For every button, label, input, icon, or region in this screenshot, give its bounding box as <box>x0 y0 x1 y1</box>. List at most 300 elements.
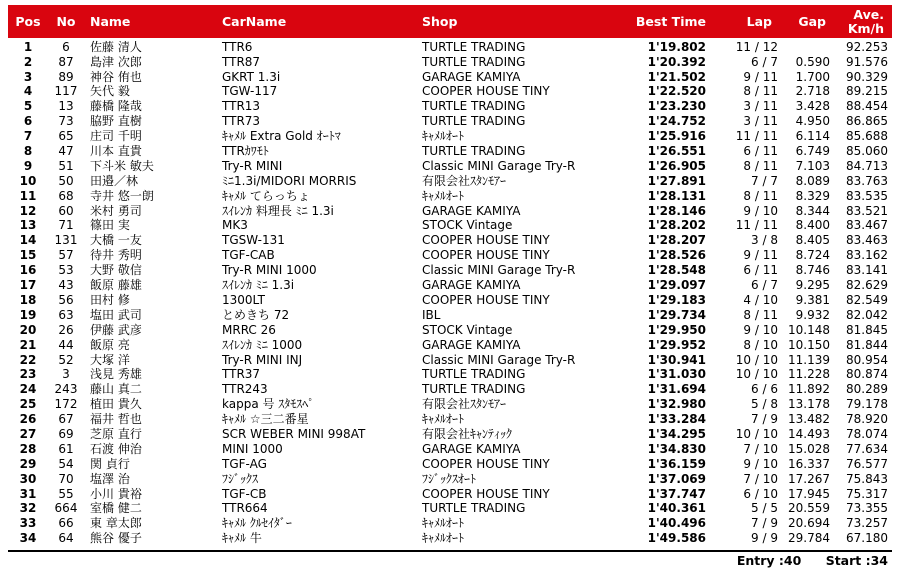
cell-car-name: MRRC 26 <box>222 322 276 337</box>
cell-shop: ｷｬﾒﾙｵｰﾄ <box>422 129 465 144</box>
cell-car-name: ﾐﾆ1.3i/MIDORI MORRIS <box>222 173 357 188</box>
cell-car-name: kappa 号 ｽﾀﾓｽﾍﾟ <box>222 397 315 412</box>
col-header-lap: Lap <box>746 13 772 29</box>
cell-lap: 8 / 10 <box>743 337 778 352</box>
cell-ave-speed: 92.253 <box>846 40 888 54</box>
table-row <box>8 531 892 546</box>
cell-car-name: TTR664 <box>222 501 268 516</box>
cell-shop: GARAGE KAMIYA <box>422 441 521 456</box>
cell-driver-name: 川本 直貴 <box>90 144 142 159</box>
cell-pos: 10 <box>19 173 37 188</box>
cell-gap: 8.400 <box>795 218 830 233</box>
table-row <box>8 233 892 248</box>
cell-car-number: 64 <box>58 531 74 546</box>
table-row <box>8 263 892 278</box>
cell-car-number: 56 <box>58 292 74 307</box>
table-row <box>8 397 892 412</box>
cell-lap: 6 / 10 <box>743 486 778 501</box>
cell-driver-name: 脇野 直樹 <box>90 114 142 129</box>
cell-driver-name: 塩田 武司 <box>90 307 142 322</box>
cell-pos: 5 <box>23 99 33 114</box>
cell-best-time: 1'20.392 <box>647 54 706 69</box>
cell-car-number: 172 <box>54 397 78 412</box>
cell-shop: STOCK Vintage <box>422 322 513 337</box>
table-row <box>8 367 892 382</box>
cell-car-number: 664 <box>54 501 78 516</box>
cell-best-time: 1'29.183 <box>647 292 706 307</box>
cell-best-time: 1'37.069 <box>647 471 706 486</box>
cell-ave-speed: 85.688 <box>846 129 888 144</box>
cell-gap: 7.103 <box>795 158 830 173</box>
cell-car-number: 60 <box>58 203 74 218</box>
cell-shop: GARAGE KAMIYA <box>422 203 521 218</box>
cell-lap: 7 / 10 <box>743 441 778 456</box>
cell-best-time: 1'28.526 <box>647 248 706 263</box>
cell-shop: Classic MINI Garage Try-R <box>422 352 576 367</box>
cell-pos: 1 <box>23 40 33 54</box>
cell-gap: 20.559 <box>788 501 830 516</box>
cell-car-name: TTR13 <box>222 99 261 114</box>
cell-car-number: 89 <box>58 69 74 84</box>
cell-pos: 18 <box>19 292 37 307</box>
table-row <box>8 323 892 338</box>
cell-pos: 2 <box>23 54 33 69</box>
cell-ave-speed: 83.162 <box>846 248 888 263</box>
cell-gap: 6.114 <box>795 129 830 144</box>
cell-car-number: 54 <box>58 456 74 471</box>
cell-lap: 6 / 11 <box>743 263 778 278</box>
cell-car-name: ｽｲﾚﾝｶ 料理長 ﾐﾆ 1.3i <box>222 203 334 218</box>
cell-ave-speed: 82.549 <box>846 292 888 307</box>
cell-driver-name: 小川 貴裕 <box>90 486 142 501</box>
cell-car-number: 52 <box>58 352 74 367</box>
cell-driver-name: 佐藤 清人 <box>90 40 142 54</box>
cell-car-number: 51 <box>58 158 74 173</box>
cell-gap: 11.892 <box>788 382 830 397</box>
cell-ave-speed: 77.634 <box>846 441 888 456</box>
cell-lap: 7 / 9 <box>751 516 778 531</box>
cell-shop: TURTLE TRADING <box>422 144 526 159</box>
cell-pos: 27 <box>19 426 37 441</box>
cell-lap: 6 / 6 <box>751 382 778 397</box>
cell-car-name: ﾌｼﾞｯｸｽ <box>222 471 259 486</box>
cell-shop: TURTLE TRADING <box>422 382 526 397</box>
cell-gap: 29.784 <box>788 531 830 546</box>
cell-car-name: ｷｬﾒﾙ ☆三二番星 <box>222 412 309 427</box>
cell-car-number: 73 <box>58 114 74 129</box>
table-row <box>8 55 892 70</box>
cell-car-name: TTR87 <box>222 54 261 69</box>
cell-pos: 28 <box>19 441 37 456</box>
cell-car-name: Try-R MINI 1000 <box>222 263 317 278</box>
cell-best-time: 1'28.202 <box>647 218 706 233</box>
cell-gap: 9.295 <box>795 278 830 293</box>
cell-pos: 33 <box>19 516 37 531</box>
cell-pos: 20 <box>19 322 37 337</box>
cell-car-name: ｽｲﾚﾝｶ ﾐﾆ 1000 <box>222 337 303 352</box>
cell-car-number: 57 <box>58 248 74 263</box>
cell-gap: 14.493 <box>788 426 830 441</box>
cell-driver-name: 寺井 悠一朗 <box>90 188 154 203</box>
results-body <box>8 38 892 546</box>
cell-driver-name: 伊藤 武彦 <box>90 322 142 337</box>
cell-car-name: TTR243 <box>222 382 268 397</box>
table-row <box>8 427 892 442</box>
cell-best-time: 1'28.131 <box>647 188 706 203</box>
cell-shop: TURTLE TRADING <box>422 367 526 382</box>
cell-ave-speed: 89.215 <box>846 84 888 99</box>
cell-best-time: 1'31.030 <box>647 367 706 382</box>
cell-ave-speed: 80.874 <box>846 367 888 382</box>
cell-lap: 11 / 11 <box>735 129 778 144</box>
cell-ave-speed: 84.713 <box>846 158 888 173</box>
cell-car-number: 131 <box>54 233 78 248</box>
cell-best-time: 1'26.551 <box>647 144 706 159</box>
cell-pos: 23 <box>19 367 37 382</box>
cell-best-time: 1'40.361 <box>647 501 706 516</box>
cell-car-number: 63 <box>58 307 74 322</box>
cell-lap: 3 / 11 <box>743 114 778 129</box>
cell-car-name: ｷｬﾒﾙ ｸﾙｾｲﾀﾞｰ <box>222 516 292 531</box>
cell-ave-speed: 79.178 <box>846 397 888 412</box>
cell-gap: 8.724 <box>795 248 830 263</box>
cell-car-number: 3 <box>62 367 70 382</box>
cell-car-number: 44 <box>58 337 74 352</box>
cell-best-time: 1'29.952 <box>647 337 706 352</box>
cell-car-name: SCR WEBER MINI 998AT <box>222 426 366 441</box>
cell-lap: 10 / 10 <box>735 367 778 382</box>
cell-pos: 32 <box>19 501 37 516</box>
cell-driver-name: 下斗米 敏夫 <box>90 158 154 173</box>
cell-car-number: 69 <box>58 426 74 441</box>
cell-pos: 31 <box>19 486 37 501</box>
cell-driver-name: 福井 哲也 <box>90 412 142 427</box>
cell-ave-speed: 80.954 <box>846 352 888 367</box>
cell-pos: 4 <box>23 84 33 99</box>
cell-ave-speed: 85.060 <box>846 144 888 159</box>
cell-car-number: 67 <box>58 412 74 427</box>
table-row <box>8 337 892 352</box>
cell-shop: TURTLE TRADING <box>422 54 526 69</box>
cell-lap: 9 / 9 <box>751 531 778 546</box>
cell-shop: TURTLE TRADING <box>422 501 526 516</box>
cell-best-time: 1'19.802 <box>647 40 706 54</box>
col-header-shop: Shop <box>422 13 458 29</box>
cell-car-name: Try-R MINI <box>222 158 283 173</box>
ave-unit-label: Km/h <box>847 20 884 36</box>
bottom-rule <box>8 550 892 552</box>
cell-gap: 8.089 <box>795 173 830 188</box>
cell-gap: 8.344 <box>795 203 830 218</box>
cell-car-number: 66 <box>58 516 74 531</box>
cell-car-name: ｷｬﾒﾙ Extra Gold ｵｰﾄﾏ <box>222 129 341 144</box>
cell-best-time: 1'29.097 <box>647 278 706 293</box>
cell-pos: 8 <box>23 144 33 159</box>
cell-gap: 16.337 <box>788 456 830 471</box>
cell-best-time: 1'33.284 <box>647 412 706 427</box>
cell-lap: 11 / 12 <box>735 40 778 54</box>
cell-car-number: 117 <box>54 84 78 99</box>
cell-pos: 3 <box>23 69 33 84</box>
cell-best-time: 1'34.830 <box>647 441 706 456</box>
cell-lap: 8 / 11 <box>743 307 778 322</box>
cell-lap: 5 / 5 <box>751 501 778 516</box>
cell-ave-speed: 83.521 <box>846 203 888 218</box>
cell-best-time: 1'25.916 <box>647 129 706 144</box>
cell-driver-name: 大野 敬信 <box>90 263 142 278</box>
cell-best-time: 1'26.905 <box>647 158 706 173</box>
cell-best-time: 1'29.950 <box>647 322 706 337</box>
cell-car-number: 43 <box>58 278 74 293</box>
table-row <box>8 293 892 308</box>
table-row <box>8 69 892 84</box>
cell-driver-name: 藤橋 隆哉 <box>90 99 142 114</box>
cell-gap: 20.694 <box>788 516 830 531</box>
cell-lap: 6 / 11 <box>743 144 778 159</box>
table-row <box>8 114 892 129</box>
cell-gap: 8.405 <box>795 233 830 248</box>
cell-pos: 12 <box>19 203 37 218</box>
cell-best-time: 1'31.694 <box>647 382 706 397</box>
cell-pos: 7 <box>23 129 33 144</box>
table-row <box>8 308 892 323</box>
table-row <box>8 382 892 397</box>
cell-lap: 9 / 11 <box>743 69 778 84</box>
cell-lap: 11 / 11 <box>735 218 778 233</box>
cell-ave-speed: 81.845 <box>846 322 888 337</box>
cell-car-number: 47 <box>58 144 74 159</box>
cell-shop: 有限会社ｽﾀﾝﾓｱｰ <box>422 397 507 412</box>
cell-driver-name: 植田 貴久 <box>90 397 142 412</box>
cell-lap: 5 / 8 <box>751 397 778 412</box>
cell-gap: 13.482 <box>788 412 830 427</box>
cell-driver-name: 神谷 侑也 <box>90 69 142 84</box>
cell-shop: COOPER HOUSE TINY <box>422 292 550 307</box>
cell-lap: 3 / 8 <box>751 233 778 248</box>
cell-gap: 17.945 <box>788 486 830 501</box>
cell-pos: 17 <box>19 278 37 293</box>
cell-pos: 30 <box>19 471 37 486</box>
table-row <box>8 248 892 263</box>
table-row <box>8 38 892 55</box>
cell-shop: GARAGE KAMIYA <box>422 69 521 84</box>
table-row <box>8 486 892 501</box>
col-header-no: No <box>56 13 76 29</box>
cell-shop: COOPER HOUSE TINY <box>422 84 550 99</box>
cell-best-time: 1'37.747 <box>647 486 706 501</box>
cell-shop: ｷｬﾒﾙｵｰﾄ <box>422 516 465 531</box>
table-row <box>8 174 892 189</box>
cell-car-number: 55 <box>58 486 74 501</box>
cell-best-time: 1'24.752 <box>647 114 706 129</box>
cell-car-number: 65 <box>58 129 74 144</box>
cell-pos: 16 <box>19 263 37 278</box>
cell-gap: 1.700 <box>795 69 830 84</box>
col-header-ave-speed <box>834 5 892 38</box>
cell-driver-name: 庄司 千明 <box>90 129 142 144</box>
cell-pos: 29 <box>19 456 37 471</box>
cell-driver-name: 大塚 洋 <box>90 352 130 367</box>
cell-best-time: 1'32.980 <box>647 397 706 412</box>
col-header-pos: Pos <box>15 13 41 29</box>
cell-ave-speed: 67.180 <box>846 531 888 546</box>
cell-gap: 9.381 <box>795 292 830 307</box>
cell-gap: 4.950 <box>795 114 830 129</box>
cell-shop: TURTLE TRADING <box>422 99 526 114</box>
cell-lap: 8 / 11 <box>743 188 778 203</box>
cell-shop: COOPER HOUSE TINY <box>422 456 550 471</box>
entry-count: Entry :40 <box>736 553 802 568</box>
cell-gap: 3.428 <box>795 99 830 114</box>
cell-lap: 7 / 10 <box>743 471 778 486</box>
cell-pos: 19 <box>19 307 37 322</box>
cell-car-name: ｷｬﾒﾙ てらっちょ <box>222 188 310 203</box>
cell-lap: 6 / 7 <box>751 278 778 293</box>
cell-driver-name: 飯原 亮 <box>90 337 130 352</box>
cell-shop: ｷｬﾒﾙｵｰﾄ <box>422 412 465 427</box>
cell-shop: 有限会社ｽﾀﾝﾓｱｰ <box>422 173 507 188</box>
cell-ave-speed: 75.843 <box>846 471 888 486</box>
cell-lap: 4 / 10 <box>743 292 778 307</box>
cell-car-name: とめきち 72 <box>222 307 290 322</box>
cell-shop: COOPER HOUSE TINY <box>422 486 550 501</box>
cell-gap: 6.749 <box>795 144 830 159</box>
cell-car-number: 243 <box>54 382 78 397</box>
table-row <box>8 352 892 367</box>
cell-best-time: 1'28.207 <box>647 233 706 248</box>
cell-best-time: 1'28.548 <box>647 263 706 278</box>
table-row <box>8 501 892 516</box>
cell-ave-speed: 73.355 <box>846 501 888 516</box>
cell-driver-name: 米村 勇司 <box>90 203 142 218</box>
cell-shop: COOPER HOUSE TINY <box>422 248 550 263</box>
cell-pos: 14 <box>19 233 37 248</box>
cell-driver-name: 石渡 伸治 <box>90 441 142 456</box>
cell-driver-name: 待井 秀明 <box>90 248 142 263</box>
cell-car-name: TGF-AG <box>222 456 267 471</box>
cell-car-name: TGSW-131 <box>222 233 285 248</box>
table-row <box>8 442 892 457</box>
table-row <box>8 159 892 174</box>
cell-lap: 9 / 10 <box>743 456 778 471</box>
cell-shop: TURTLE TRADING <box>422 114 526 129</box>
cell-pos: 9 <box>23 158 33 173</box>
cell-driver-name: 篠田 実 <box>90 218 130 233</box>
cell-ave-speed: 76.577 <box>846 456 888 471</box>
cell-car-name: ｽｲﾚﾝｶ ﾐﾆ 1.3i <box>222 278 295 293</box>
cell-shop: GARAGE KAMIYA <box>422 278 521 293</box>
cell-best-time: 1'27.891 <box>647 173 706 188</box>
table-row <box>8 129 892 144</box>
cell-lap: 10 / 10 <box>735 426 778 441</box>
cell-best-time: 1'23.230 <box>647 99 706 114</box>
cell-car-number: 71 <box>58 218 74 233</box>
cell-gap: 11.228 <box>788 367 830 382</box>
table-row <box>8 218 892 233</box>
cell-lap: 9 / 11 <box>743 248 778 263</box>
cell-pos: 25 <box>19 397 37 412</box>
cell-driver-name: 浅見 秀雄 <box>90 367 142 382</box>
cell-shop: ﾌｼﾞｯｸｽｵｰﾄ <box>422 471 477 486</box>
cell-car-name: TTR6 <box>222 40 253 54</box>
cell-best-time: 1'49.586 <box>647 531 706 546</box>
ave-label: Ave. <box>853 6 884 22</box>
col-header-best-time: Best Time <box>635 13 706 29</box>
cell-best-time: 1'28.146 <box>647 203 706 218</box>
cell-lap: 9 / 10 <box>743 322 778 337</box>
col-header-gap: Gap <box>798 13 826 29</box>
cell-driver-name: 飯原 藤雄 <box>90 278 142 293</box>
cell-car-name: MINI 1000 <box>222 441 283 456</box>
cell-best-time: 1'22.520 <box>647 84 706 99</box>
cell-shop: IBL <box>422 307 441 322</box>
cell-pos: 26 <box>19 412 37 427</box>
cell-gap: 17.267 <box>788 471 830 486</box>
cell-lap: 8 / 11 <box>743 84 778 99</box>
cell-pos: 13 <box>19 218 37 233</box>
cell-car-number: 53 <box>58 263 74 278</box>
table-row <box>8 99 892 114</box>
cell-driver-name: 藤山 真二 <box>90 382 142 397</box>
cell-gap <box>784 38 834 55</box>
results-table <box>8 5 892 546</box>
cell-ave-speed: 91.576 <box>846 54 888 69</box>
cell-car-name: ｷｬﾒﾙ 牛 <box>222 531 262 546</box>
cell-pos: 24 <box>19 382 37 397</box>
cell-ave-speed: 80.289 <box>846 382 888 397</box>
cell-ave-speed: 83.535 <box>846 188 888 203</box>
table-row <box>8 189 892 204</box>
cell-shop: Classic MINI Garage Try-R <box>422 263 576 278</box>
cell-ave-speed: 78.074 <box>846 426 888 441</box>
table-row <box>8 471 892 486</box>
cell-gap: 15.028 <box>788 441 830 456</box>
cell-best-time: 1'30.941 <box>647 352 706 367</box>
cell-gap: 8.746 <box>795 263 830 278</box>
cell-car-number: 87 <box>58 54 74 69</box>
cell-gap: 10.150 <box>788 337 830 352</box>
table-row <box>8 203 892 218</box>
cell-gap: 9.932 <box>795 307 830 322</box>
cell-ave-speed: 82.042 <box>846 307 888 322</box>
cell-car-name: 1300LT <box>222 292 265 307</box>
cell-best-time: 1'34.295 <box>647 426 706 441</box>
cell-gap: 10.148 <box>788 322 830 337</box>
cell-car-name: MK3 <box>222 218 248 233</box>
cell-ave-speed: 75.317 <box>846 486 888 501</box>
cell-best-time: 1'40.496 <box>647 516 706 531</box>
col-header-name: Name <box>90 13 131 29</box>
table-row <box>8 278 892 293</box>
cell-driver-name: 田村 修 <box>90 292 130 307</box>
cell-shop: ｷｬﾒﾙｵｰﾄ <box>422 188 465 203</box>
cell-shop: ｷｬﾒﾙｵｰﾄ <box>422 531 465 546</box>
cell-ave-speed: 88.454 <box>846 99 888 114</box>
cell-lap: 7 / 9 <box>751 412 778 427</box>
cell-ave-speed: 81.844 <box>846 337 888 352</box>
cell-ave-speed: 83.467 <box>846 218 888 233</box>
cell-shop: 有限会社ｷｬﾝﾃｨｯｸ <box>422 426 513 441</box>
cell-ave-speed: 83.141 <box>846 263 888 278</box>
cell-ave-speed: 90.329 <box>846 69 888 84</box>
cell-lap: 8 / 11 <box>743 158 778 173</box>
table-row <box>8 84 892 99</box>
cell-driver-name: 田邉／林 <box>90 173 139 188</box>
cell-pos: 6 <box>23 114 33 129</box>
cell-pos: 15 <box>19 248 37 263</box>
cell-best-time: 1'29.734 <box>647 307 706 322</box>
cell-lap: 6 / 7 <box>751 54 778 69</box>
